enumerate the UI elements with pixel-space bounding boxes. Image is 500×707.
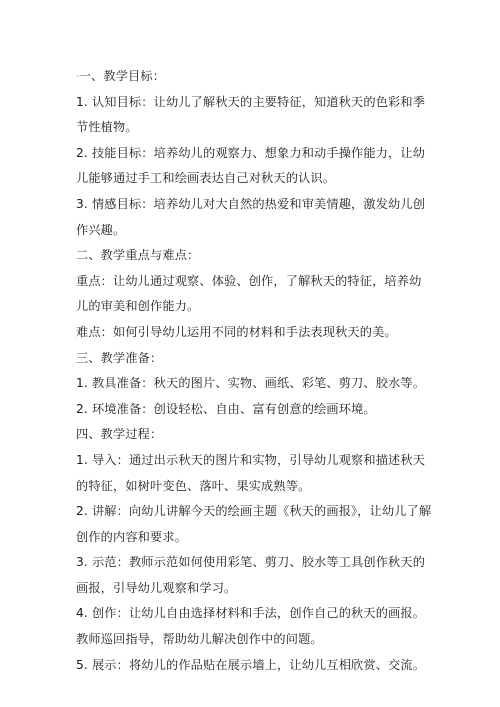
preparation-environment: 2. 环境准备：创设轻松、自由、富有创意的绘画环境。: [76, 401, 376, 416]
process-step-explain: 2. 讲解：向幼儿讲解今天的绘画主题《秋天的画报》，让幼儿了解创作的内容和要求。: [76, 504, 432, 544]
difficulty-paragraph: 难点：如何引导幼儿运用不同的材料和手法表现秋天的美。: [76, 324, 397, 339]
process-step-create: 4. 创作：让幼儿自由选择材料和手法，创作自己的秋天的画报。教师巡回指导，帮助幼儿解决创作中的问题。: [76, 606, 426, 647]
process-step-demo: 3. 示范：教师示范如何使用彩笔、剪刀、胶水等工具创作秋天的画报，引导幼儿观察和学习。: [76, 555, 426, 595]
section-heading-preparation: 三、教学准备：: [76, 350, 163, 365]
section-heading-objectives: [76, 64, 432, 90]
document-body: [76, 64, 432, 678]
process-step-show: 5. 展示：将幼儿的作品贴在展示墙上，让幼儿互相欣赏、交流。: [76, 657, 426, 672]
objective-cognitive: 1. 认知目标：让幼儿了解秋天的主要特征，知道秋天的色彩和季节性植物。: [76, 94, 426, 135]
objective-skill: 2. 技能目标：培养幼儿的观察力、想象力和动手操作能力，让幼儿能够通过手工和绘画表达自己对秋天的认识。: [76, 145, 426, 186]
preparation-materials: 1. 教具准备：秋天的图片、实物、画纸、彩笔、剪刀、胶水等。: [76, 376, 426, 391]
key-point-paragraph: 重点：让幼儿通过观察、体验、创作，了解秋天的特征，培养幼儿的审美和创作能力。: [76, 273, 422, 314]
process-step-intro: 1. 导入：通过出示秋天的图片和实物，引导幼儿观察和描述秋天的特征，如树叶变色、落叶、果实成熟等。: [76, 452, 426, 493]
section-heading-key-points: 二、教学重点与难点：: [76, 248, 200, 263]
corner-mark: ·: [76, 72, 79, 81]
heading-text: 一、教学目标：: [78, 69, 166, 83]
section-heading-process: 四、教学过程：: [76, 427, 163, 442]
objective-emotional: 3. 情感目标：培养幼儿对大自然的热爱和审美情趣，激发幼儿创作兴趣。: [76, 196, 426, 237]
